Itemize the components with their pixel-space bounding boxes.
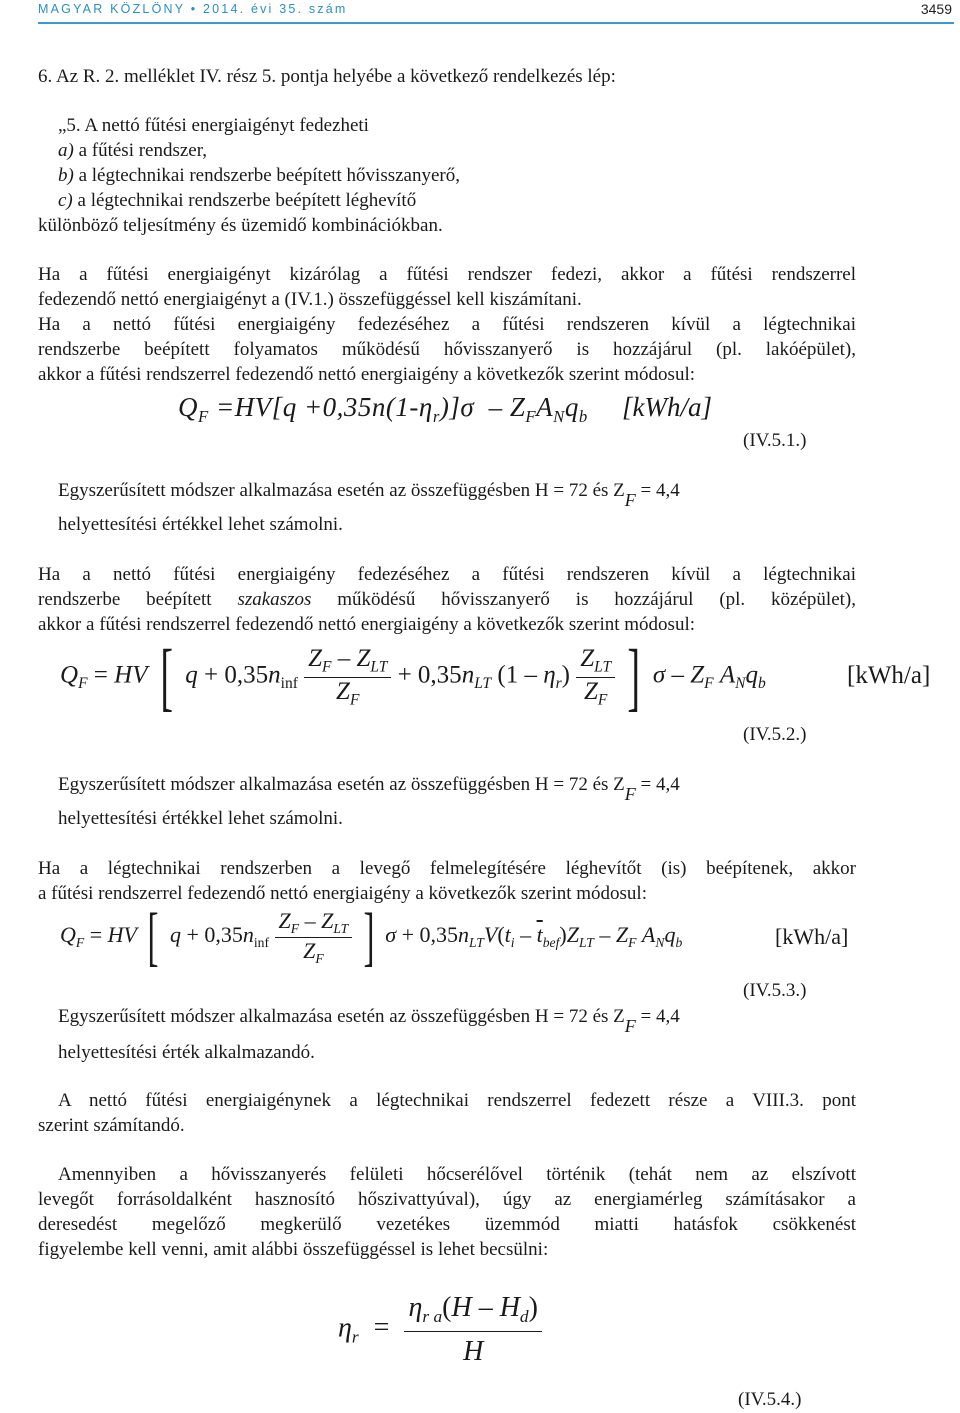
para6-line4: figyelembe kell venni, amit alábbi összefüggéssel is lehet becsülni: [38, 1239, 549, 1260]
equation-iv-5-4: $\eta_r$ = $\frac{\eta_{r a}(H - H_d)}{H}$ [338, 1292, 542, 1368]
para3-line3: akkor a fűtési rendszerrel fedezendő nettó energiaigény a következők szerint módosul: [38, 614, 696, 635]
header-separator: • [190, 2, 198, 16]
equation-unit: [kWh/a] [775, 924, 849, 949]
equation-label: (IV.5.2.) [743, 724, 807, 745]
subscript-f: F [624, 490, 636, 510]
list-item-b [58, 163, 460, 188]
simplified-note-1-line2: helyettesítési értékkel lehet számolni. [58, 514, 343, 535]
list-text-b: a légtechnikai rendszerbe beépített hővisszanyerő, [73, 165, 460, 186]
list-closing: különböző teljesítmény és üzemidő kombinációkban. [38, 215, 443, 236]
para6-line2: levegőt forrásoldalként hasznosító hőszivattyúval), úgy az energiamérleg számításakor a [38, 1189, 856, 1210]
para3-line2-italic: szakaszos [237, 589, 312, 610]
list-label-b: b) [58, 165, 74, 186]
simplified-value: = 4,4 [635, 1006, 680, 1027]
para2-line2: rendszerbe beépített folyamatos működésű hővisszanyerő is hozzájárul (pl. lakóépület), [38, 339, 856, 360]
simplified-note-2 [58, 772, 680, 804]
subscript-f: F [624, 1016, 636, 1036]
para4-line2: a fűtési rendszerrel fedezendő nettó energiaigény a következők szerint módosul: [38, 883, 647, 904]
equation-unit: [kWh/a] [847, 662, 931, 689]
equation-iv-5-1: $Q_F =HV[q +0,35n(1-\eta_r)]\sigma - Z_FA_Nq_b$ [178, 392, 588, 426]
para5-line1: A nettó fűtési energiaigénynek a légtechnikai rendszerrel fedezett része a VIII.3. pont [58, 1090, 856, 1111]
simplified-text: Egyszerűsített módszer alkalmazása esetén az összefüggésben H = 72 és Z [58, 1006, 625, 1027]
list-item-c [58, 188, 416, 213]
header-rule [38, 22, 954, 24]
equation-iv-5-2: $Q_F$ = HV [ $q + 0,35n_{inf}$ $\frac{Z_F - Z_{LT}}{Z_F}$ + $0,35n_{LT}$ $(1 - \eta_r)$ $\frac{Z_{LT}}{Z_F}$ ] σ – $Z_F$ $A_Nq_b$ [60, 635, 766, 719]
simplified-value: = 4,4 [635, 774, 680, 795]
simplified-text: Egyszerűsített módszer alkalmazása esetén az összefüggésben H = 72 és Z [58, 480, 625, 501]
amendment-intro: 6. Az R. 2. melléklet IV. rész 5. pontja helyébe a következő rendelkezés lép: [38, 66, 616, 87]
publication-header [38, 2, 348, 16]
page-number: 3459 [920, 1, 952, 17]
para2-line3: akkor a fűtési rendszerrel fedezendő nettó energiaigény a következők szerint módosul: [38, 364, 696, 385]
page-header [0, 0, 960, 26]
para1-line1: Ha a fűtési energiaigényt kizárólag a fűtési rendszer fedezi, akkor a fűtési rendszerrel [38, 264, 856, 285]
equation-label: (IV.5.4.) [738, 1389, 802, 1410]
para5-line2: szerint számítandó. [38, 1115, 185, 1136]
simplified-value: = 4,4 [635, 480, 680, 501]
simplified-note-2-line2: helyettesítési értékkel lehet számolni. [58, 808, 343, 829]
para3-line1: Ha a nettó fűtési energiaigény fedezéséhez a fűtési rendszeren kívül a légtechnikai [38, 564, 856, 585]
publication-name: MAGYAR KÖZLÖNY [38, 2, 186, 16]
list-label-a: a) [58, 140, 74, 161]
subscript-f: F [624, 784, 636, 804]
para3-line2 [38, 587, 856, 612]
list-label-c: c) [58, 190, 73, 211]
simplified-note-3-line2: helyettesítési érték alkalmazandó. [58, 1042, 315, 1063]
list-item-a [58, 138, 207, 163]
simplified-note-3 [58, 1004, 680, 1036]
simplified-note-1 [58, 478, 680, 510]
para1-line2: fedezendő nettó energiaigényt a (IV.1.) összefüggéssel kell kiszámítani. [38, 289, 582, 310]
para6-line1: Amennyiben a hővisszanyerés felületi hőcserélővel történik (tehát nem az elszívott [58, 1164, 856, 1185]
issue-label: 2014. évi 35. szám [202, 2, 348, 16]
equation-unit: [kWh/a] [622, 392, 712, 422]
para4-line1: Ha a légtechnikai rendszerben a levegő felmelegítésére léghevítőt (is) beépítenek, akkor [38, 858, 856, 879]
equation-iv-5-3: $Q_F$ = HV [ $q + 0,35n_{inf}$ $\frac{Z_F - Z_{LT}}{Z_F}$ ] $\sigma + 0,35n_{LT}V(t_i - \overline{t}_{bef})Z_{LT} - Z_F$ $A_Nq_b$ [60, 900, 683, 973]
list-text-a: a fűtési rendszer, [73, 140, 208, 161]
list-lead: „5. A nettó fűtési energiaigényt fedezheti [58, 115, 369, 136]
equation-label: (IV.5.1.) [743, 430, 807, 451]
simplified-text: Egyszerűsített módszer alkalmazása esetén az összefüggésben H = 72 és Z [58, 774, 625, 795]
list-text-c: a légtechnikai rendszerbe beépített léghevítő [72, 190, 417, 211]
equation-label: (IV.5.3.) [743, 980, 807, 1001]
para2-line1: Ha a nettó fűtési energiaigény fedezéséhez a fűtési rendszeren kívül a légtechnikai [38, 314, 856, 335]
para3-line2-pre: rendszerbe beépített [38, 589, 238, 610]
para6-line3: deresedést megelőző megkerülő vezetékes üzemmód miatti hatásfok csökkenést [38, 1214, 856, 1235]
para3-line2-post: működésű hővisszanyerő is hozzájárul (pl. középület), [311, 589, 856, 610]
